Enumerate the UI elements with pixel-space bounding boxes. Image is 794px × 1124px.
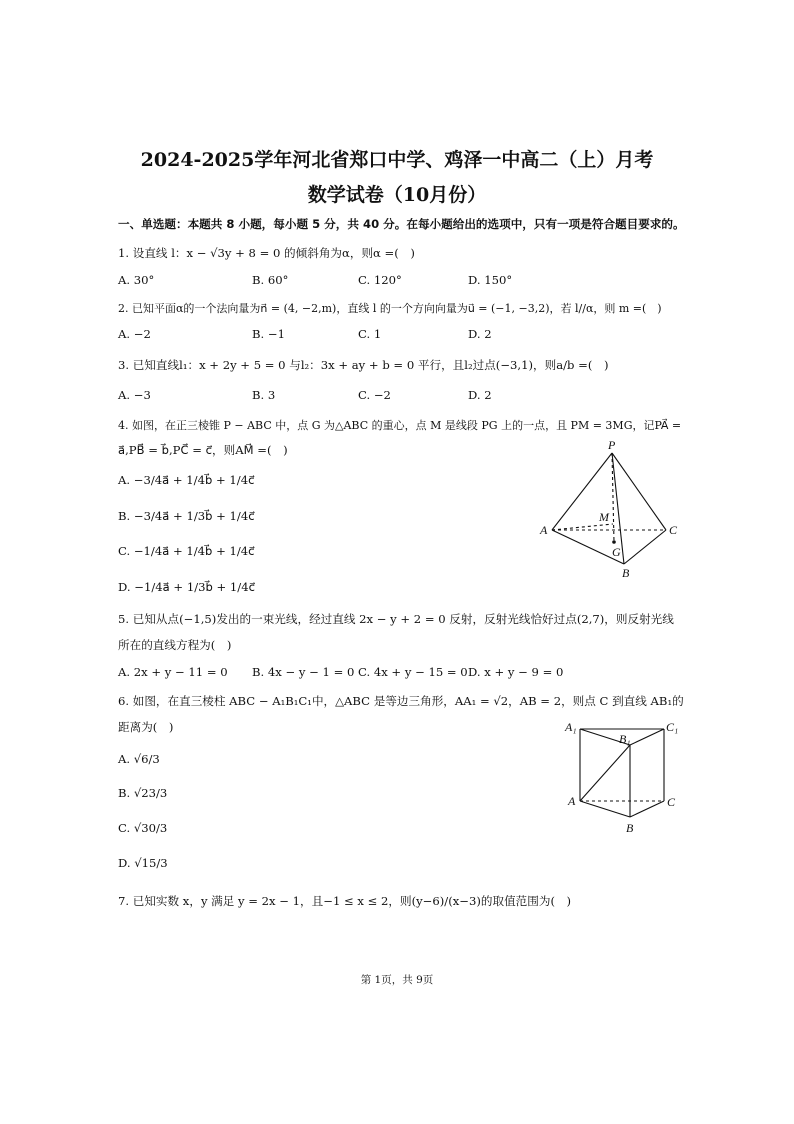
question-5-stem-line1: 5. 已知从点(−1,5)发出的一束光线，经过直线 2x − y + 2 = 0 反射，反射光线恰好过点(2,7)，则反射光线 (118, 612, 674, 626)
label-m: M (599, 510, 609, 524)
question-6-option-c: C. √30/3 (118, 821, 168, 835)
label-c1: C₁ (666, 720, 679, 734)
question-3-stem: 3. 已知直线l₁：x + 2y + 5 = 0 与l₂：3x + ay + b = 0 平行，且l₂过点(−3,1)，则a/b =( ) (118, 358, 609, 372)
question-1-stem: 1. 设直线 l：x − √3y + 8 = 0 的倾斜角为α，则α =( ) (118, 246, 415, 260)
page-subtitle: 数学试卷（10月份） (307, 184, 487, 206)
question-6-stem-line2: 距离为( ) (118, 720, 174, 734)
question-4-option-d: D. −1/4a⃗ + 1/3b⃗ + 1/4c⃗ (118, 580, 255, 594)
edge-bc (630, 801, 664, 817)
question-5-option-b: B. 4x − y − 1 = 0 (252, 665, 355, 679)
question-4-option-c: C. −1/4a⃗ + 1/4b⃗ + 1/4c⃗ (118, 544, 255, 558)
label-b1: B₁ (619, 732, 631, 746)
question-2-option-c: C. 1 (358, 327, 382, 341)
question-5-option-c: C. 4x + y − 15 = 0 (358, 665, 468, 679)
question-2-option-b: B. −1 (252, 327, 285, 341)
page-footer: 第 1页，共 9页 (360, 974, 434, 986)
edge-b1c1 (630, 729, 664, 745)
question-2-option-d: D. 2 (468, 327, 492, 341)
label-c: C (667, 795, 676, 809)
question-7-stem: 7. 已知实数 x，y 满足 y = 2x − 1，且−1 ≤ x ≤ 2，则(y−6)/(x−3)的取值范围为( ) (118, 894, 572, 908)
question-5-option-d: D. x + y − 9 = 0 (468, 665, 564, 679)
label-a: A (540, 523, 548, 537)
segment-am (552, 524, 613, 530)
point-g (612, 540, 616, 544)
question-4-stem-line2: a⃗,PB⃗ = b⃗,PC⃗ = c⃗，则AM⃗ =( ) (118, 443, 288, 457)
pyramid-figure (535, 436, 685, 584)
question-5-option-a: A. 2x + y − 11 = 0 (118, 665, 228, 679)
label-p: P (608, 438, 616, 452)
segment-ab1 (580, 745, 630, 801)
question-4-option-b: B. −3/4a⃗ + 1/3b⃗ + 1/4c⃗ (118, 509, 255, 523)
edge-bc (624, 530, 666, 564)
question-3-option-b: B. 3 (252, 388, 276, 402)
question-6-option-d: D. √15/3 (118, 856, 168, 870)
label-a: A (568, 794, 576, 808)
prism-figure (563, 718, 685, 840)
question-3-option-d: D. 2 (468, 388, 492, 402)
question-1-option-b: B. 60° (252, 273, 289, 287)
question-4-stem-line1: 4. 如图，在正三棱锥 P − ABC 中，点 G 为△ABC 的重心，点 M 是线段 PG 上的一点，且 PM = 3MG，记PA⃗ = (118, 419, 682, 432)
question-6-stem-line1: 6. 如图，在直三棱柱 ABC − A₁B₁C₁中，△ABC 是等边三角形，AA₁ = √2，AB = 2，则点 C 到直线 AB₁的 (118, 694, 684, 708)
question-1-option-c: C. 120° (358, 273, 402, 287)
page-title: 2024-2025学年河北省郑口中学、鸡泽一中高二（上）月考 (140, 149, 654, 171)
question-1-option-d: D. 150° (468, 273, 513, 287)
label-b: B (622, 566, 630, 580)
question-6-option-b: B. √23/3 (118, 786, 168, 800)
label-b: B (626, 821, 634, 835)
edge-ab (580, 801, 630, 817)
question-5-stem-line2: 所在的直线方程为( ) (118, 638, 232, 652)
question-1-option-a: A. 30° (118, 273, 155, 287)
label-a1: A₁ (565, 720, 577, 734)
question-4-option-a: A. −3/4a⃗ + 1/4b⃗ + 1/4c⃗ (118, 473, 255, 487)
section-heading: 一、单选题：本题共 8 小题，每小题 5 分，共 40 分。在每小题给出的选项中，只有一项是符合题目要求的。 (118, 217, 685, 231)
edge-pc (612, 453, 666, 530)
question-2-stem: 2. 已知平面α的一个法向量为n⃗ = (4, −2,m)，直线 l 的一个方向向量为u⃗ = (−1, −3,2)，若 l//α，则 m =( ) (118, 302, 662, 315)
question-6-option-a: A. √6/3 (118, 752, 160, 766)
label-g: G (612, 545, 621, 559)
question-3-option-c: C. −2 (358, 388, 391, 402)
label-c: C (669, 523, 678, 537)
question-3-option-a: A. −3 (118, 388, 151, 402)
question-2-option-a: A. −2 (118, 327, 151, 341)
